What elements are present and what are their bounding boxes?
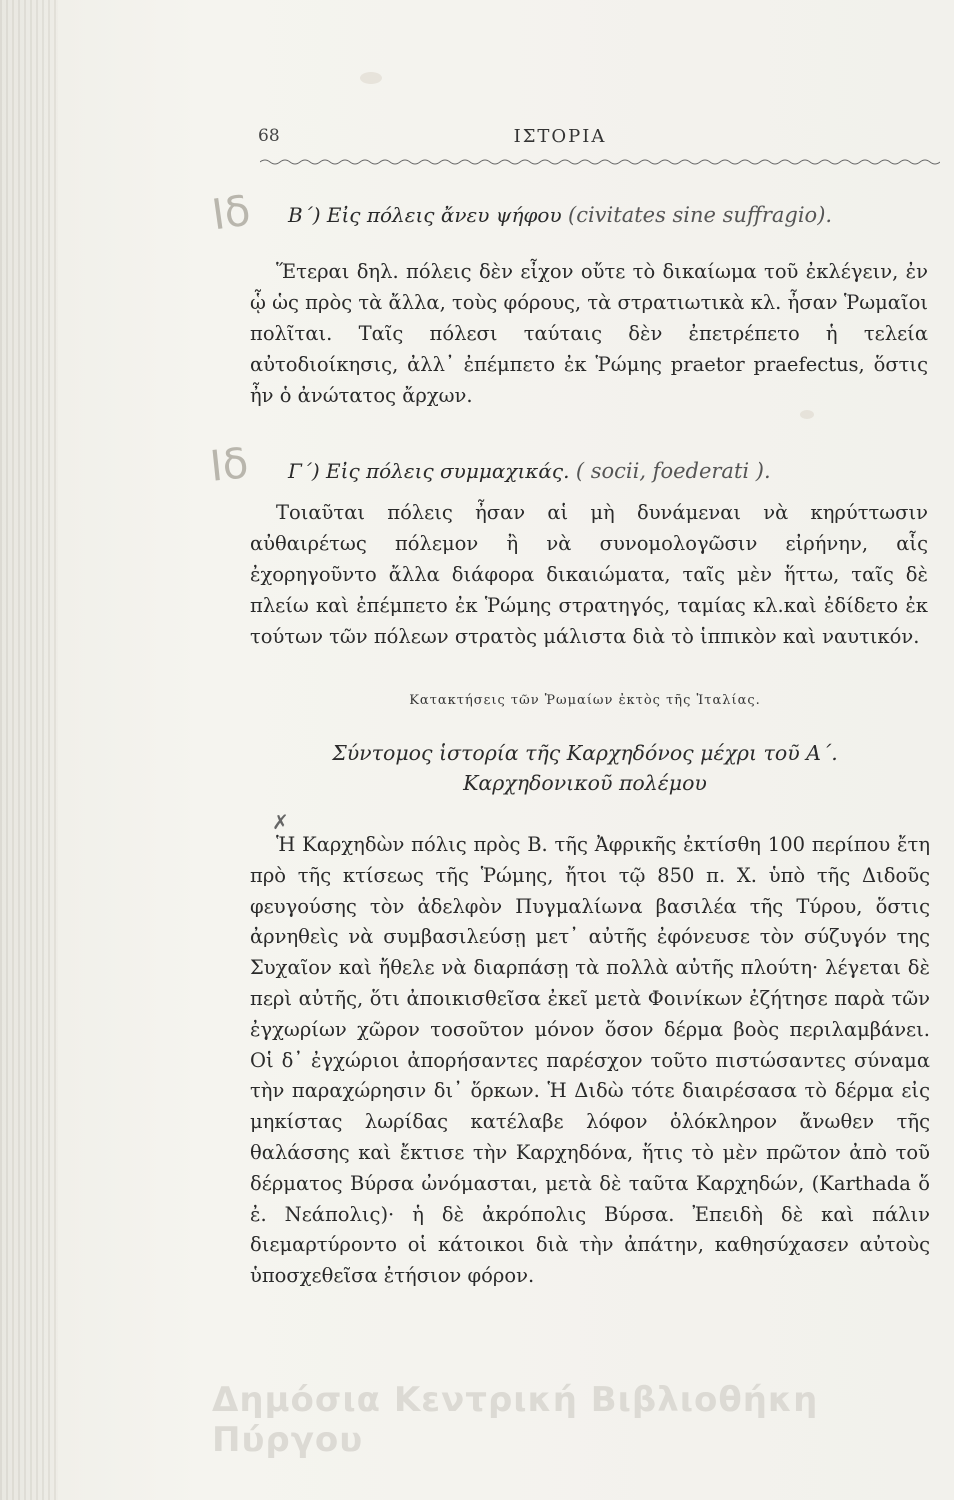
title-line-2: Καρχηδονικοῦ πολέμου (463, 771, 707, 795)
section-b-heading (288, 200, 832, 231)
paper-stain (360, 72, 382, 84)
page-edge-stack (0, 0, 58, 1500)
section-c-paragraph-text: Τοιαῦται πόλεις ἦσαν αἱ μὴ δυνάμεναι νὰ κηρύττωσιν αὐθαιρέτως πόλεμον ἢ νὰ συνομολογῶσιν εἰρήνην, αἷς ἐχορηγοῦντο ἄλλα διάφορα δικαιώματα, ταῖς μὲν ἥττω, ταῖς δὲ πλείω καὶ ἐπέμπετο ἐκ Ῥώμης στρατηγός, ταμίας κλ.καὶ ἐδίδετο ἐκ τούτων τῶν πόλεων στρατὸς μάλιστα διὰ τὸ ἱππικὸν καὶ ναυτικόν. (250, 501, 928, 648)
paper-stain (800, 410, 814, 419)
carthage-paragraph (250, 830, 930, 1292)
carthage-section-title (250, 738, 920, 798)
section-b-heading-text: Β΄) Εἰς πόλεις ἄνευ ψήφου (288, 203, 562, 227)
section-b-paragraph (250, 256, 928, 411)
title-line-1: Σύντομος ἱστορία τῆς Καρχηδόνος μέχρι τοῦ Α΄. (332, 741, 838, 765)
section-c-heading (288, 456, 771, 487)
section-c-heading-latin: ( socii, foederati ). (575, 459, 771, 483)
library-watermark: Δημόσια Κεντρική Βιβλιοθήκη Πύργου (212, 1380, 819, 1460)
handwritten-cross-mark: ✗ (272, 810, 289, 834)
carthage-paragraph-text: Ἡ Καρχηδὼν πόλις πρὸς Β. τῆς Ἀφρικῆς ἐκτίσθη 100 περίπου ἔτη πρὸ τῆς κτίσεως τῆς Ῥώμης, ἤτοι τῷ 850 π. Χ. ὑπὸ τῆς Διδοῦς φευγούσης τὸν ἀδελφὸν Πυγμαλίωνα βασιλέα τῆς Τύρου, ὅστις ἀρνηθεὶς νὰ συμβασιλεύσῃ μετ᾽ αὐτῆς ἐφόνευσε τὸν σύζυγόν της Συχαῖον καὶ ἤθελε νὰ διαρπάσῃ τὰ πολλὰ αὐτῆς πλούτη· λέγεται δὲ περὶ αὐτῆς, ὅτι ἀποικισθεῖσα ἐκεῖ μετὰ Φοινίκων ἐζήτησε παρὰ τῶν ἐγχωρίων χῶρον τοσοῦτον μόνον ὅσον δέρμα βοὸς περιλαμβάνει. Οἱ δ᾽ ἐγχώριοι ἀπορήσαντες παρέσχον τοῦτο πιστώσαντες σύναμα τὴν παραχώρησιν δι᾽ ὅρκων. Ἡ Διδὼ τότε διαιρέσασα τὸ δέρμα εἰς μηκίστας λωρίδας κατέλαβε λόφον ὁλόκληρον ἄνωθεν τῆς θαλάσσης καὶ ἔκτισε τὴν Καρχηδόνα, ἥτις τὸ μὲν πρῶτον ἀπὸ τοῦ δέρματος Βύρσα ὠνόμασται, μετὰ δὲ ταῦτα Καρχηδών, (Karthada ὅ ἐ. Νεάπολις)· ἡ δὲ ἀκρόπολις Βύρσα. Ἐπειδὴ δὲ καὶ πάλιν διεμαρτύροντο οἱ κάτοικοι διὰ τὴν ἀπάτην, καθησύχασεν αὐτοὺς ὑποσχεθεῖσα ἐτήσιον φόρον. (250, 833, 930, 1288)
page-header (200, 126, 920, 162)
section-c-paragraph (250, 497, 928, 652)
handwritten-margin-mark: Ιδ (208, 185, 254, 240)
handwritten-margin-mark: Ιδ (207, 438, 251, 491)
running-title: ΙΣΤΟΡΙΑ (513, 126, 607, 147)
section-b-paragraph-text: Ἕτεραι δηλ. πόλεις δὲν εἶχον οὔτε τὸ δικαίωμα τοῦ ἐκλέγειν, ἐν ᾧ ὡς πρὸς τὰ ἄλλα, τοὺς φόρους, τὰ στρατιωτικὰ κλ. ἦσαν Ῥωμαῖοι πολῖται. Ταῖς πόλεσι ταύταις δὲν ἐπετρέπετο ἡ τελεία αὐτοδιοίκησις, ἀλλ᾽ ἐπέμπετο ἐκ Ῥώμης praetor praefectus, ὅστις ἦν ὁ ἀνώτατος ἄρχων. (250, 260, 928, 407)
page-number: 68 (258, 126, 280, 146)
section-b-heading-latin: (civitates sine suffragio). (568, 203, 833, 227)
section-c-heading-text: Γ΄) Εἰς πόλεις συμμαχικάς. (288, 459, 570, 483)
wavy-header-rule (260, 158, 940, 166)
conquests-subheading: Κατακτήσεις τῶν Ῥωμαίων ἐκτὸς τῆς Ἰταλίας. (409, 693, 761, 708)
